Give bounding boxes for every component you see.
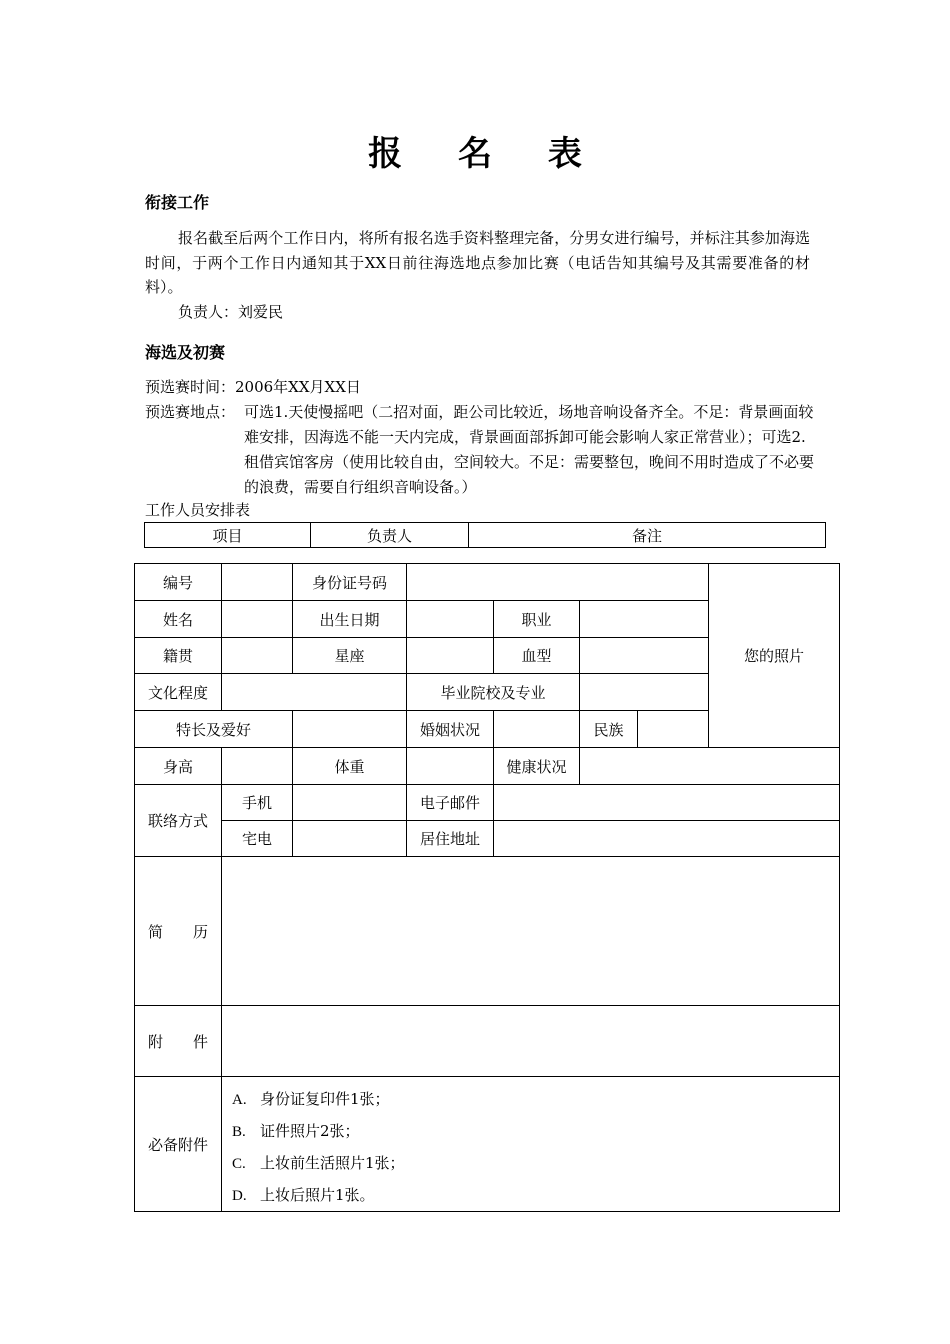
label-name: 姓名 <box>135 601 222 638</box>
list-text: 证件照片2张； <box>260 1122 360 1140</box>
table-row <box>135 821 840 857</box>
input-height[interactable] <box>222 748 293 785</box>
table-row <box>145 523 826 548</box>
required-attach-list <box>222 1077 840 1212</box>
registration-form <box>134 563 840 1212</box>
label-address: 居住地址 <box>407 821 494 857</box>
list-item <box>232 1179 839 1211</box>
input-zodiac[interactable] <box>407 638 494 674</box>
input-school[interactable] <box>580 674 709 711</box>
audition-time: 预选赛时间：2006年XX月XX日 <box>145 378 361 396</box>
table-row <box>135 785 840 821</box>
input-education[interactable] <box>222 674 407 711</box>
label-resume: 简 历 <box>135 857 222 1006</box>
list-item <box>232 1083 839 1115</box>
input-email[interactable] <box>494 785 840 821</box>
label-health: 健康状况 <box>494 748 580 785</box>
staff-table-caption: 工作人员安排表 <box>145 501 251 519</box>
header-item: 项目 <box>145 523 311 548</box>
list-item <box>232 1115 839 1147</box>
list-item <box>232 1147 839 1179</box>
audition-venue <box>145 400 815 500</box>
label-blood: 血型 <box>494 638 580 674</box>
label-home-phone: 宅电 <box>222 821 293 857</box>
label-zodiac: 星座 <box>293 638 407 674</box>
input-ethnic[interactable] <box>638 711 709 748</box>
label-id-card: 身份证号码 <box>293 564 407 601</box>
input-hobby[interactable] <box>293 711 407 748</box>
input-marital[interactable] <box>494 711 580 748</box>
venue-text: 可选1.天使慢摇吧（二招对面，距公司比较近，场地音响设备齐全。不足：背景画面较难安排，因海选不能一天内完成，背景画面部拆卸可能会影响人家正常营业）；可选2.租借宾馆客房（使用比较自由，空间较大。不足：需要整包，晚间不用时造成了不必要的浪费，需要自行组织音响设备。） <box>244 403 815 496</box>
table-row <box>135 564 840 601</box>
section-heading-handover: 衔接工作 <box>145 193 210 212</box>
label-mobile: 手机 <box>222 785 293 821</box>
input-health[interactable] <box>580 748 840 785</box>
list-text: 身份证复印件1张； <box>260 1090 390 1108</box>
handover-paragraph: 报名截至后两个工作日内，将所有报名选手资料整理完备，分男女进行编号，并标注其参加海选时间，于两个工作日内通知其于XX日前往海选地点参加比赛（电话告知其编号及其需要准备的材料）。 <box>145 229 810 296</box>
input-address[interactable] <box>494 821 840 857</box>
table-row <box>135 748 840 785</box>
input-home-phone[interactable] <box>293 821 407 857</box>
photo-box[interactable]: 您的照片 <box>709 564 840 748</box>
input-name[interactable] <box>222 601 293 638</box>
list-marker: C. <box>232 1156 246 1172</box>
list-text: 上妆前生活照片1张； <box>260 1154 405 1172</box>
venue-label: 预选赛地点： <box>145 403 236 421</box>
staff-table <box>144 522 826 548</box>
input-mobile[interactable] <box>293 785 407 821</box>
label-id-no: 编号 <box>135 564 222 601</box>
list-marker: D. <box>232 1188 247 1204</box>
input-attach[interactable] <box>222 1006 840 1077</box>
handover-owner: 负责人：刘爱民 <box>178 303 284 321</box>
label-birth: 出生日期 <box>293 601 407 638</box>
header-owner: 负责人 <box>311 523 469 548</box>
label-marital: 婚姻状况 <box>407 711 494 748</box>
table-row <box>135 1006 840 1077</box>
input-native[interactable] <box>222 638 293 674</box>
label-weight: 体重 <box>293 748 407 785</box>
label-hobby: 特长及爱好 <box>135 711 293 748</box>
label-native: 籍贯 <box>135 638 222 674</box>
input-id-no[interactable] <box>222 564 293 601</box>
section-heading-audition: 海选及初赛 <box>145 343 226 362</box>
input-resume[interactable] <box>222 857 840 1006</box>
label-attach: 附 件 <box>135 1006 222 1077</box>
label-school: 毕业院校及专业 <box>407 674 580 711</box>
label-contact: 联络方式 <box>135 785 222 857</box>
input-birth[interactable] <box>407 601 494 638</box>
page-title: 报 名 表 <box>368 134 604 174</box>
table-row <box>135 857 840 1006</box>
list-marker: B. <box>232 1124 246 1140</box>
label-ethnic: 民族 <box>580 711 638 748</box>
label-job: 职业 <box>494 601 580 638</box>
input-id-card[interactable] <box>407 564 709 601</box>
input-weight[interactable] <box>407 748 494 785</box>
header-remark: 备注 <box>469 523 826 548</box>
label-education: 文化程度 <box>135 674 222 711</box>
label-height: 身高 <box>135 748 222 785</box>
list-marker: A. <box>232 1092 247 1108</box>
label-required-attach: 必备附件 <box>135 1077 222 1212</box>
input-blood[interactable] <box>580 638 709 674</box>
input-job[interactable] <box>580 601 709 638</box>
label-email: 电子邮件 <box>407 785 494 821</box>
list-text: 上妆后照片1张。 <box>260 1186 375 1204</box>
table-row <box>135 1077 840 1212</box>
